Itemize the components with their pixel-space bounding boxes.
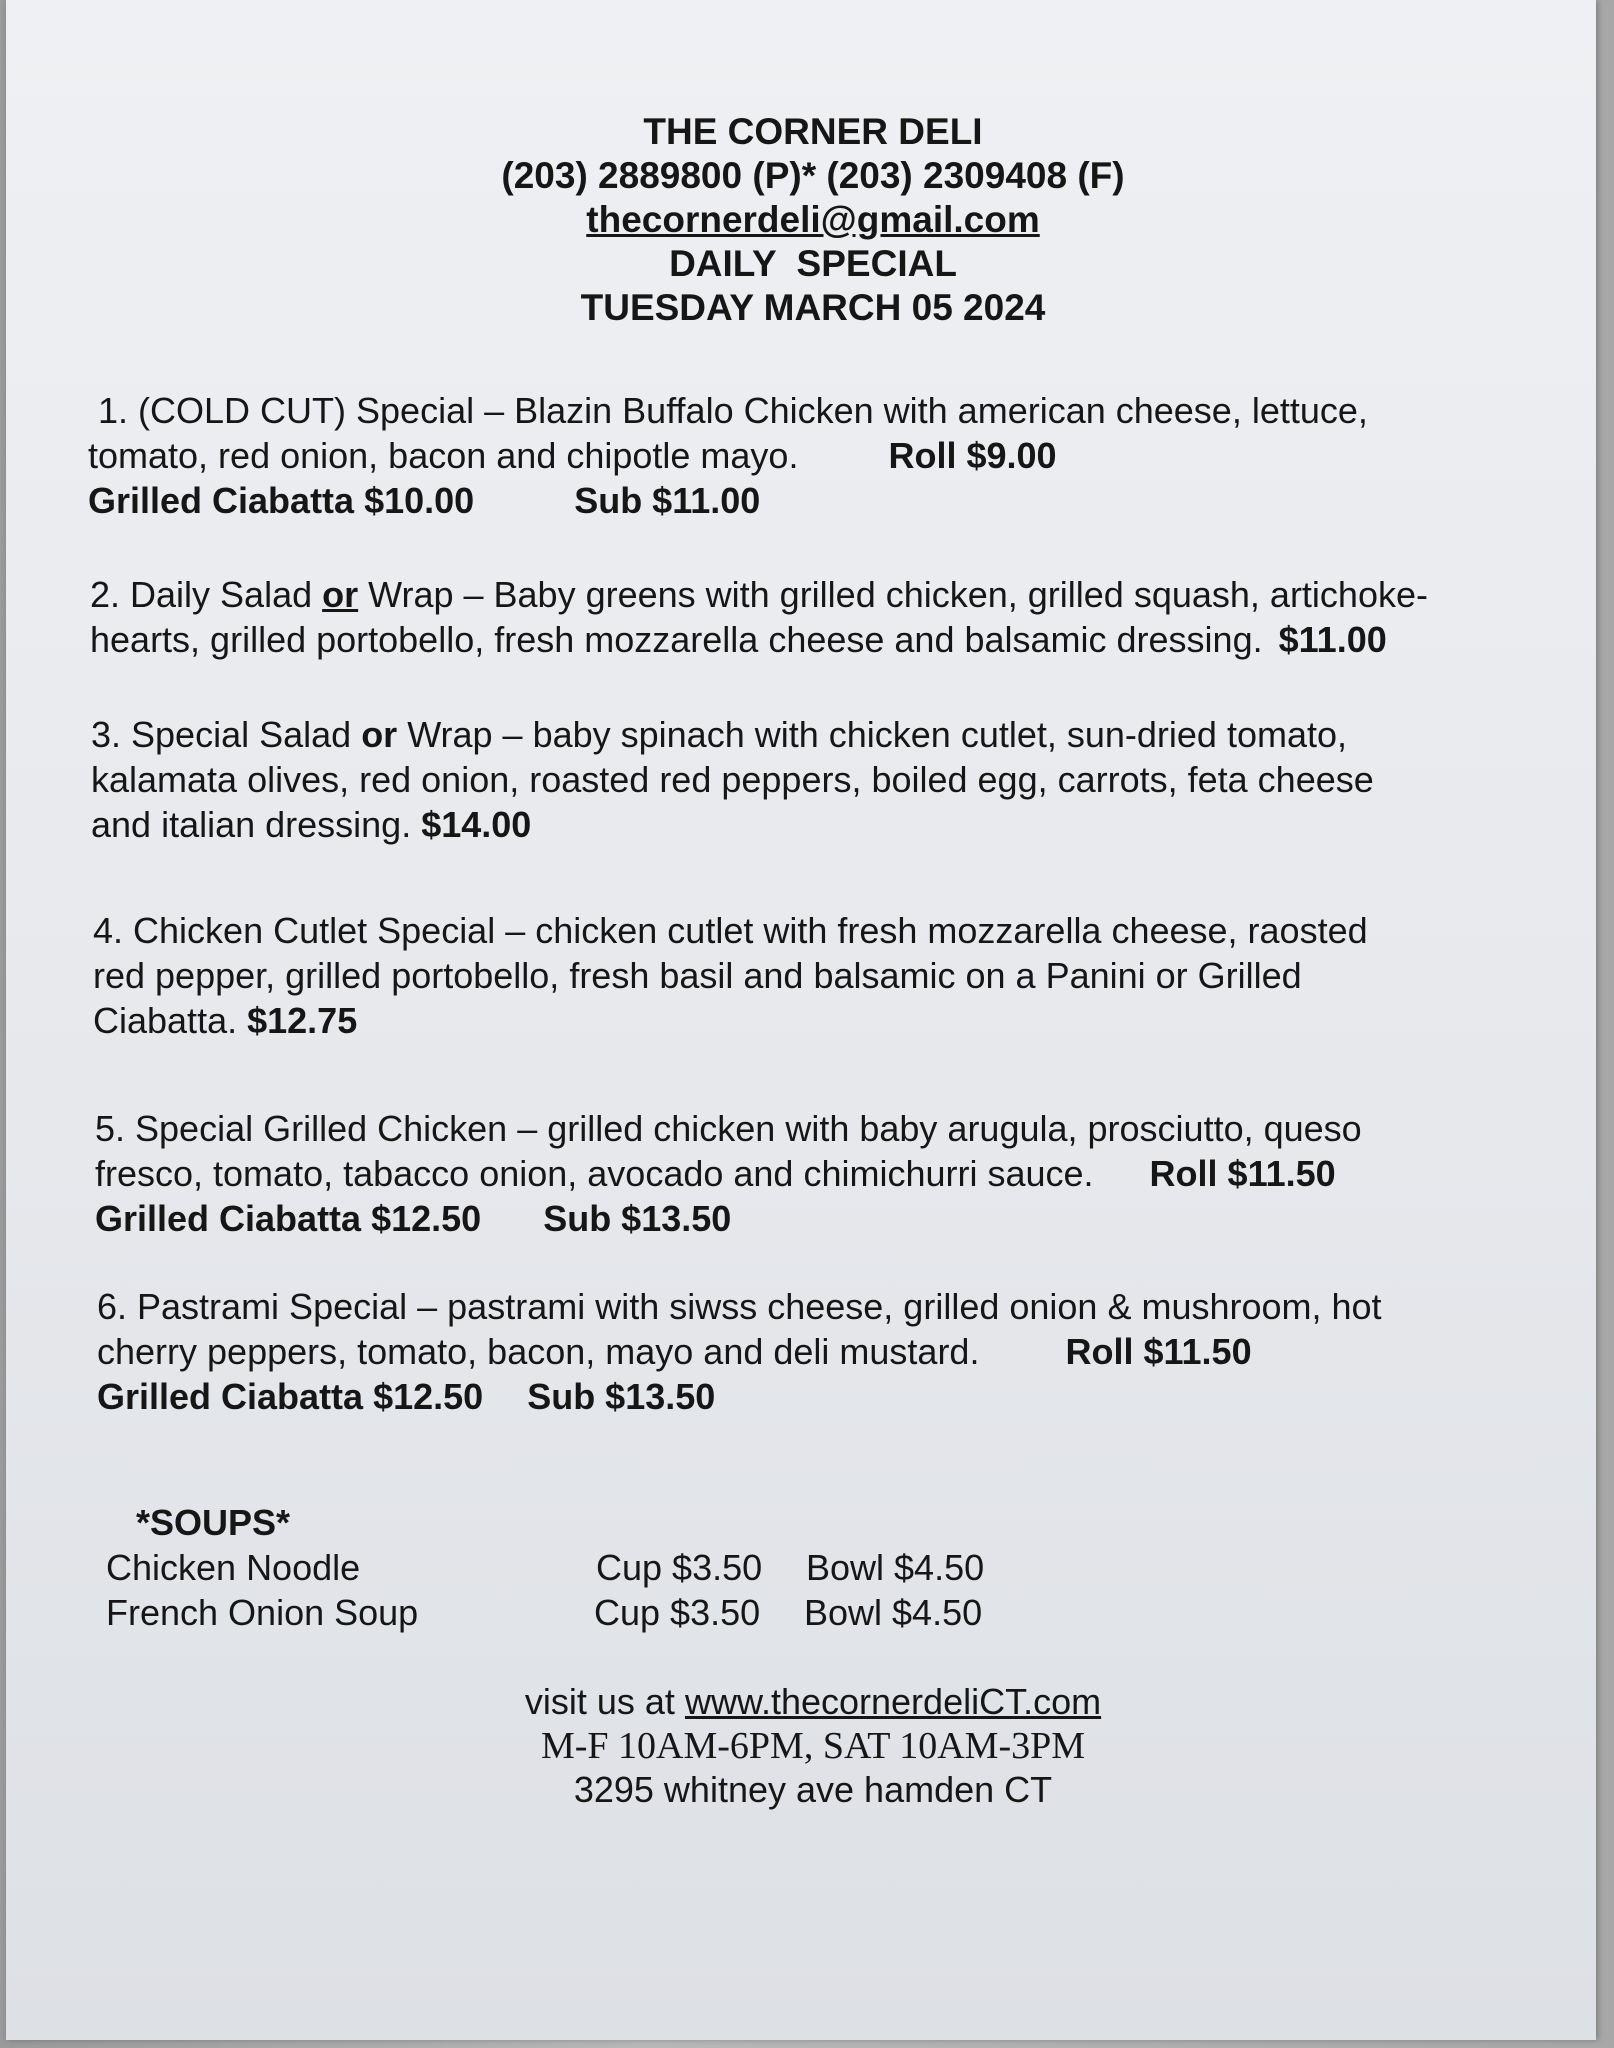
item-4-line-3 xyxy=(93,998,1368,1043)
soup-row xyxy=(106,1590,1106,1635)
item-6-ciabatta-price: Grilled Ciabatta $12.50 xyxy=(97,1376,484,1417)
item-6-sub-price: Sub $13.50 xyxy=(527,1376,716,1417)
item-3-or: or xyxy=(361,714,398,755)
item-1-sub-price: Sub $11.00 xyxy=(574,480,761,521)
item-6-line-3 xyxy=(97,1374,1382,1419)
opening-hours: M-F 10AM-6PM, SAT 10AM-3PM xyxy=(540,1725,1086,1767)
item-5-desc: fresco, tomato, tabacco onion, avocado and chimichurri sauce. xyxy=(95,1153,1094,1194)
website-link[interactable]: www.thecornerdeliCT.com xyxy=(684,1681,1102,1722)
item-5-line-3 xyxy=(95,1196,1362,1241)
soup-row xyxy=(106,1545,1106,1590)
item-3-line-2: kalamata olives, red onion, roasted red peppers, boiled egg, carrots, feta cheese xyxy=(91,759,1374,800)
visit-prefix: visit us at xyxy=(524,1681,685,1722)
item-3-line-1 xyxy=(91,712,1374,757)
item-6-desc: cherry peppers, tomato, bacon, mayo and deli mustard. xyxy=(97,1331,980,1372)
soup-cup-price: Cup $3.50 xyxy=(596,1547,763,1588)
phone-fax-line: (203) 2889800 (P)* (203) 2309408 (F) xyxy=(501,155,1125,196)
menu-header xyxy=(6,110,1614,330)
special-item-4 xyxy=(93,908,1368,1043)
item-1-line-3 xyxy=(88,478,1368,523)
store-address: 3295 whitney ave hamden CT xyxy=(573,1769,1053,1810)
item-1-roll-price: Roll $9.00 xyxy=(888,435,1057,476)
menu-date: TUESDAY MARCH 05 2024 xyxy=(580,287,1046,328)
item-1-desc: tomato, red onion, bacon and chipotle mayo. xyxy=(88,435,799,476)
soups-title: *SOUPS* xyxy=(136,1502,291,1543)
special-item-6 xyxy=(97,1284,1382,1419)
soup-name: Chicken Noodle xyxy=(106,1547,361,1588)
website-line xyxy=(6,1680,1614,1724)
item-2-title: 2. Daily Salad xyxy=(90,574,323,615)
menu-footer xyxy=(6,1680,1614,1812)
item-2-or: or xyxy=(322,574,359,615)
item-3-title: 3. Special Salad xyxy=(91,714,362,755)
special-item-2 xyxy=(90,572,1428,662)
item-1-ciabatta-price: Grilled Ciabatta $10.00 xyxy=(88,480,475,521)
item-3-line-3 xyxy=(91,802,1374,847)
menu-subtitle: DAILY SPECIAL xyxy=(669,243,957,284)
soup-name: French Onion Soup xyxy=(106,1592,419,1633)
deli-name: THE CORNER DELI xyxy=(643,111,983,152)
item-3-desc-3: and italian dressing. xyxy=(91,804,412,845)
item-4-desc-3: Ciabatta. xyxy=(93,1000,238,1041)
item-4-price: $12.75 xyxy=(247,1000,358,1041)
item-5-sub-price: Sub $13.50 xyxy=(543,1198,732,1239)
item-3-desc-1: Wrap – baby spinach with chicken cutlet, sun-dried tomato, xyxy=(397,714,1348,755)
item-3-price: $14.00 xyxy=(421,804,532,845)
menu-sheet xyxy=(6,0,1596,2040)
soup-bowl-price: Bowl $4.50 xyxy=(806,1547,985,1588)
item-2-desc-2: hearts, grilled portobello, fresh mozzarella cheese and balsamic dressing. xyxy=(90,619,1263,660)
soup-cup-price: Cup $3.50 xyxy=(594,1592,761,1633)
special-item-3 xyxy=(91,712,1374,847)
item-4-line-2: red pepper, grilled portobello, fresh basil and balsamic on a Panini or Grilled xyxy=(93,955,1302,996)
item-1-line-2 xyxy=(88,433,1368,478)
item-2-line-2 xyxy=(90,617,1428,662)
item-4-line-1: 4. Chicken Cutlet Special – chicken cutlet with fresh mozzarella cheese, raosted xyxy=(93,910,1368,951)
item-1-line-1: 1. (COLD CUT) Special – Blazin Buffalo Chicken with american cheese, lettuce, xyxy=(88,390,1368,431)
item-5-roll-price: Roll $11.50 xyxy=(1149,1153,1336,1194)
item-2-line-1 xyxy=(90,572,1428,617)
special-item-1 xyxy=(88,388,1368,523)
soups-section xyxy=(106,1500,1106,1635)
item-2-desc-1: Wrap – Baby greens with grilled chicken, grilled squash, artichoke- xyxy=(358,574,1428,615)
item-5-line-1: 5. Special Grilled Chicken – grilled chicken with baby arugula, prosciutto, queso xyxy=(95,1108,1362,1149)
item-5-line-2 xyxy=(95,1151,1362,1196)
item-6-roll-price: Roll $11.50 xyxy=(1065,1331,1252,1372)
item-6-line-2 xyxy=(97,1329,1382,1374)
special-item-5 xyxy=(95,1106,1362,1241)
item-5-ciabatta-price: Grilled Ciabatta $12.50 xyxy=(95,1198,482,1239)
item-2-price: $11.00 xyxy=(1278,619,1387,660)
item-6-line-1: 6. Pastrami Special – pastrami with siwss cheese, grilled onion & mushroom, hot xyxy=(97,1286,1382,1327)
email-address: thecornerdeli@gmail.com xyxy=(586,199,1040,240)
soup-bowl-price: Bowl $4.50 xyxy=(804,1592,983,1633)
